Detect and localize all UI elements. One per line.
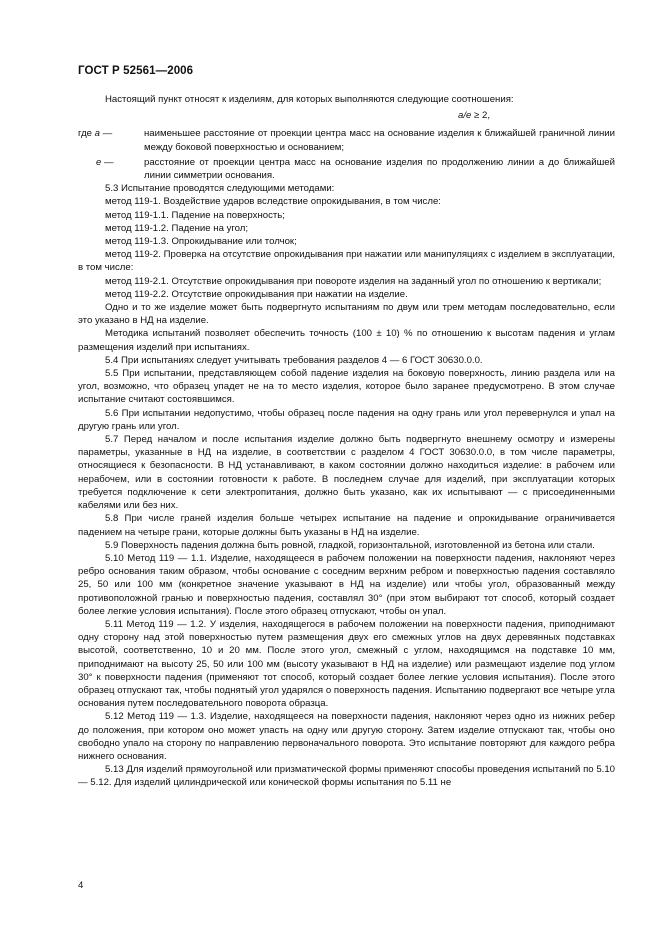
formula-relation: ≥ 2, xyxy=(471,110,490,122)
paragraph: Одно и то же изделие может быть подвергнуто испытаниям по двум или трем методам последовательно, если это указано в НД на изделие. xyxy=(78,302,615,327)
document-body xyxy=(78,93,615,790)
document-header: ГОСТ Р 52561—2006 xyxy=(78,65,194,77)
paragraph: 5.10 Метод 119 — 1.1. Изделие, находящееся в рабочем положении на поверхности падения, наклоняют через ребро основания таким образом, чтобы основание с соседним верхним ребром и поверхностью падения составляло 25, 50 или 100 мм (конкретное значение указывают в НД на изделие) или чтобы угол, образованный между противоположной гранью и поверхностью падения, составлял 30° (при этом выбирают тот способ, который создает более легкие условия испытания). После этого образец отпускают, чтобы он упал. xyxy=(78,552,615,617)
method-item: метод 119-2. Проверка на отсутствие опрокидывания при нажатии или манипуляциях с изделием в эксплуатации, в том числе: xyxy=(78,249,615,274)
where-text: наименьшее расстояние от проекции центра масс на основание изделия к ближайшей граничной линии между боковой поверхностью и основанием; xyxy=(144,128,615,153)
where-item-a xyxy=(78,127,615,153)
paragraph: 5.9 Поверхность падения должна быть ровной, гладкой, горизонтальной, изготовленной из бетона или стали. xyxy=(105,539,595,551)
where-label: где a — xyxy=(78,128,113,140)
paragraph: 5.6 При испытании недопустимо, чтобы образец после падения на одну грань или угол перевернулся и упал на другую грань или угол. xyxy=(78,407,615,432)
page-number: 4 xyxy=(78,880,84,891)
paragraph: 5.7 Перед началом и после испытания изделие должно быть подвергнуто внешнему осмотру и измерены параметры, указанные в НД на изделие, в соответствии с разделом 4 ГОСТ 30630.0.0, в том числе параметры, относящиеся к безопасности. В НД устанавливают, в каком состоянии должно находиться изделие: в рабочем или нерабочем, или в состоянии готовности к работе. В последнем случае для изделий, при эксплуатации которых требуется подключение к сети электропитания, должно быть указано, как их испытывают — с присоединенными кабелями или без них. xyxy=(78,434,615,512)
paragraph: 5.5 При испытании, представляющем собой падение изделия на боковую поверхность, линию раздела или на угол, возможно, что образец упадет не на то место изделия, которое было заранее предусмотрено. В этом случае испытание считают состоявшимся. xyxy=(78,368,615,406)
method-item: метод 119-1.2. Падение на угол; xyxy=(105,222,249,234)
formula-expression: a/e xyxy=(458,110,472,122)
method-item: метод 119-1.1. Падение на поверхность; xyxy=(105,209,285,221)
paragraph: 5.8 При числе граней изделия больше четырех испытание на падение и опрокидывание ограничивается падением на четыре грани, которые должны быть указаны в НД на изделие. xyxy=(78,513,615,538)
method-item: метод 119-2.1. Отсутствие опрокидывания при повороте изделия на заданный угол по отношению к вертикали; xyxy=(105,275,602,287)
paragraph: 5.3 Испытание проводятся следующими методами: xyxy=(105,183,335,195)
paragraph: 5.4 При испытаниях следует учитывать требования разделов 4 — 6 ГОСТ 30630.0.0. xyxy=(105,354,483,366)
method-item: метод 119-2.2. Отсутствие опрокидывания при нажатии на изделие. xyxy=(105,288,408,300)
paragraph: Методика испытаний позволяет обеспечить точность (100 ± 10) % по отношению к высотам падения и углам размещения изделий при испытаниях. xyxy=(78,328,615,353)
formula xyxy=(78,109,615,122)
where-item-e xyxy=(78,156,615,182)
where-label: e — xyxy=(96,156,114,168)
method-item: метод 119-1. Воздействие ударов вследствие опрокидывания, в том числе: xyxy=(105,196,441,208)
where-text: расстояние от проекции центра масс на основание изделия по продолжению линии а до ближайшей линии симметрии основания. xyxy=(144,156,615,182)
paragraph: 5.11 Метод 119 — 1.2. У изделия, находящегося в рабочем положении на поверхности падения, приподнимают одну сторону над этой поверхностью путем размещения двух его смежных углов на двух деревянных подставках высотой, соответственно, 10 и 20 мм. После этого угол, смежный с углом, находящимся на подставке 10 мм, приподнимают на высоту 25, 50 или 100 мм (высоту указывают в НД на изделие) или размещают изделие под углом 30° к поверхности падения (применяют тот способ, который создает более легкие условия испытания). После этого образец отпускают так, чтобы поднятый угол ударялся о поверхность падения. Испытанию подвергают все четыре угла основания путем последовательного поворота образца. xyxy=(78,618,615,710)
method-item: метод 119-1.3. Опрокидывание или толчок; xyxy=(105,236,297,248)
paragraph: 5.13 Для изделий прямоугольной или призматической формы применяют способы проведения испытаний по 5.10 — 5.12. Для изделий цилиндрической или конической формы испытания по 5.11 не xyxy=(78,764,615,789)
paragraph: 5.12 Метод 119 — 1.3. Изделие, находящееся на поверхности падения, наклоняют через одно из нижних ребер до положения, при котором оно может упасть на одну или другую сторону. Затем изделие отпускают так, чтобы оно свободно упало на сторону по направлению первоначального поворота. Это испытание повторяют для каждого ребра нижнего основания. xyxy=(78,711,615,762)
intro-paragraph: Настоящий пункт относят к изделиям, для которых выполняются следующие соотношения: xyxy=(105,94,514,105)
